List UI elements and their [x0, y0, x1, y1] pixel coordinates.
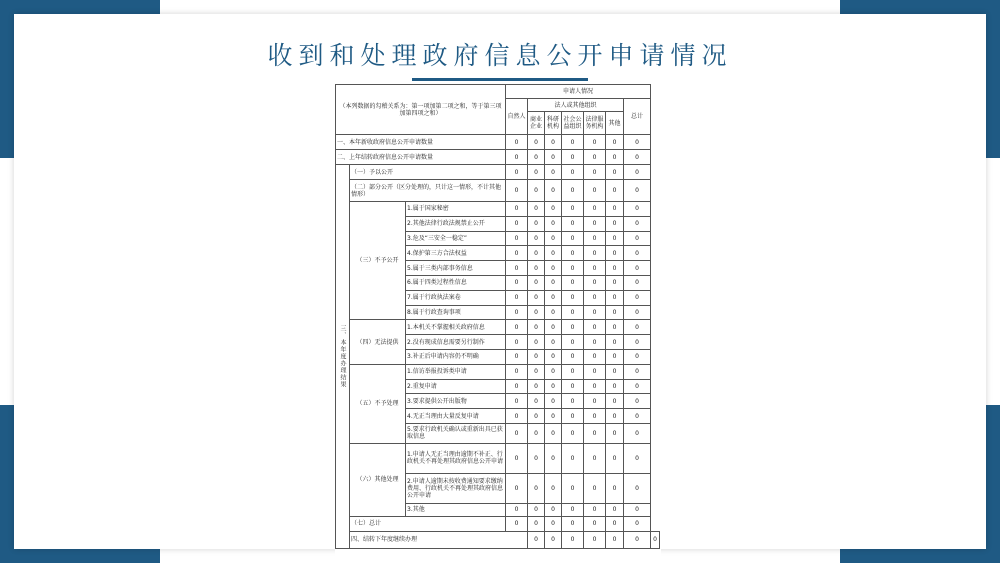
- not-disclosed-item: 1.属于国家秘密: [406, 202, 506, 217]
- table-cell-value: 0: [584, 150, 606, 165]
- table-cell-value: 0: [545, 305, 562, 320]
- table-cell-value: 0: [545, 275, 562, 290]
- table-cell-value: 0: [584, 379, 606, 394]
- not-processed-item: 5.要求行政机关确认或重新出具已获取信息: [406, 423, 506, 443]
- table-cell-value: 0: [545, 409, 562, 424]
- table-cell-value: 0: [528, 531, 545, 548]
- group-other-processing: （六）其他处理: [350, 443, 406, 516]
- header-legal-service: 法律服务机构: [584, 112, 606, 135]
- table-cell-value: 0: [624, 423, 651, 443]
- table-cell-value: 0: [506, 202, 528, 217]
- table-cell-value: 0: [528, 443, 545, 473]
- table-cell-value: 0: [624, 473, 651, 503]
- table-cell-value: 0: [562, 503, 584, 516]
- table-cell-value: 0: [584, 246, 606, 261]
- header-social: 社会公益组织: [562, 112, 584, 135]
- table-cell-value: 0: [606, 261, 624, 276]
- table-cell-value: 0: [606, 531, 624, 548]
- unable-provide-item: 1.本机关不掌握相关政府信息: [406, 320, 506, 335]
- other-processing-item: 2.申请人逾期未按收费通知要求缴纳费用、行政机关不再处理其政府信息公开申请: [406, 473, 506, 503]
- table-cell-value: 0: [562, 202, 584, 217]
- not-disclosed-item: 5.属于三类内部事务信息: [406, 261, 506, 276]
- row-carry-forward: 四、结转下年度继续办理: [350, 531, 528, 548]
- corner-decoration: [840, 549, 1000, 563]
- table-cell-value: 0: [584, 231, 606, 246]
- table-cell-value: 0: [624, 320, 651, 335]
- table-cell-value: 0: [624, 335, 651, 350]
- table-cell-value: 0: [506, 275, 528, 290]
- table-cell-value: 0: [624, 349, 651, 364]
- table-cell-value: 0: [506, 379, 528, 394]
- header-note: （本列数据的勾稽关系为：第一项加第二项之和，等于第三项加第四项之和）: [336, 85, 506, 135]
- table-cell-value: 0: [584, 409, 606, 424]
- table-cell-value: 0: [562, 335, 584, 350]
- table-cell-value: 0: [562, 216, 584, 231]
- table-cell-value: 0: [606, 473, 624, 503]
- other-processing-item: 1.申请人无正当理由逾期不补正、行政机关不再处理其政府信息公开申请: [406, 443, 506, 473]
- table-cell-value: 0: [584, 275, 606, 290]
- table-cell-value: 0: [545, 503, 562, 516]
- table-cell-value: 0: [584, 335, 606, 350]
- table-cell-value: 0: [545, 216, 562, 231]
- table-cell-value: 0: [562, 516, 584, 531]
- table-cell-value: 0: [506, 516, 528, 531]
- table-cell-value: 0: [545, 150, 562, 165]
- table-cell-value: 0: [562, 443, 584, 473]
- table-cell-value: 0: [545, 135, 562, 150]
- table-cell-value: 0: [584, 320, 606, 335]
- table-cell-value: 0: [506, 364, 528, 379]
- corner-decoration: [986, 405, 1000, 563]
- table-cell-value: 0: [562, 320, 584, 335]
- table-cell-value: 0: [528, 305, 545, 320]
- header-commercial: 商业企业: [528, 112, 545, 135]
- table-cell-value: 0: [584, 290, 606, 305]
- statistics-table: [335, 84, 660, 549]
- table-cell-value: 0: [624, 531, 651, 548]
- table-cell-value: 0: [545, 246, 562, 261]
- not-disclosed-item: 8.属于行政查询事项: [406, 305, 506, 320]
- table-cell-value: 0: [606, 394, 624, 409]
- table-cell-value: 0: [545, 531, 562, 548]
- not-processed-item: 3.要求提供公开出版物: [406, 394, 506, 409]
- table-cell-value: 0: [606, 443, 624, 473]
- table-cell-value: 0: [562, 165, 584, 180]
- table-cell-value: 0: [545, 202, 562, 217]
- table-cell-value: 0: [624, 135, 651, 150]
- table-cell-value: 0: [528, 165, 545, 180]
- statistics-table-document: [335, 84, 661, 556]
- table-cell-value: 0: [506, 231, 528, 246]
- table-cell-value: 0: [651, 531, 660, 548]
- table-cell-value: 0: [562, 290, 584, 305]
- table-cell-value: 0: [506, 443, 528, 473]
- table-cell-value: 0: [545, 335, 562, 350]
- table-cell-value: 0: [606, 320, 624, 335]
- corner-decoration: [0, 549, 160, 563]
- title-underline: [412, 78, 588, 81]
- table-cell-value: 0: [606, 290, 624, 305]
- table-cell-value: 0: [584, 503, 606, 516]
- table-cell-value: 0: [584, 443, 606, 473]
- table-cell-value: 0: [584, 261, 606, 276]
- header-total: 总计: [624, 99, 651, 135]
- table-cell-value: 0: [528, 423, 545, 443]
- table-cell-value: 0: [606, 216, 624, 231]
- table-cell-value: 0: [528, 261, 545, 276]
- table-cell-value: 0: [606, 275, 624, 290]
- table-cell-value: 0: [545, 349, 562, 364]
- header-research: 科研机构: [545, 112, 562, 135]
- table-cell-value: 0: [562, 231, 584, 246]
- table-cell-value: 0: [624, 409, 651, 424]
- table-cell-value: 0: [528, 275, 545, 290]
- table-cell-value: 0: [545, 364, 562, 379]
- table-cell-value: 0: [562, 261, 584, 276]
- page-title: 收到和处理政府信息公开申请情况: [267, 41, 733, 70]
- table-cell-value: 0: [562, 246, 584, 261]
- table-cell-value: 0: [606, 349, 624, 364]
- table-cell-value: 0: [528, 290, 545, 305]
- table-cell-value: 0: [584, 135, 606, 150]
- table-cell-value: 0: [624, 290, 651, 305]
- table-cell-value: 0: [606, 379, 624, 394]
- table-cell-value: 0: [606, 150, 624, 165]
- corner-decoration: [840, 0, 1000, 14]
- group-total: （七）总计: [350, 516, 506, 531]
- table-cell-value: 0: [584, 531, 606, 548]
- corner-decoration: [986, 0, 1000, 158]
- table-cell-value: 0: [624, 394, 651, 409]
- table-cell-value: 0: [528, 216, 545, 231]
- table-cell-value: 0: [528, 379, 545, 394]
- table-cell-value: 0: [545, 180, 562, 202]
- table-cell-value: 0: [624, 246, 651, 261]
- table-cell-value: 0: [528, 231, 545, 246]
- table-cell-value: 0: [562, 379, 584, 394]
- table-cell-value: 0: [506, 320, 528, 335]
- table-cell-value: 0: [562, 364, 584, 379]
- header-legal-entity: 法人或其他组织: [528, 99, 624, 112]
- table-cell-value: 0: [584, 423, 606, 443]
- not-disclosed-item: 4.保护第三方合法权益: [406, 246, 506, 261]
- table-cell-value: 0: [562, 275, 584, 290]
- table-cell-value: 0: [545, 516, 562, 531]
- unable-provide-item: 3.补正后申请内容仍不明确: [406, 349, 506, 364]
- table-cell-value: 0: [562, 394, 584, 409]
- group-partial-disclosed: （二）部分公开（区分处理的，只计这一情形，不计其他情形）: [350, 180, 506, 202]
- header-natural-person: 自然人: [506, 99, 528, 135]
- table-cell-value: 0: [545, 165, 562, 180]
- not-processed-item: 1.信访举报投诉类申请: [406, 364, 506, 379]
- table-cell-value: 0: [528, 320, 545, 335]
- table-cell-value: 0: [528, 349, 545, 364]
- table-cell-value: 0: [506, 246, 528, 261]
- table-cell-value: 0: [545, 320, 562, 335]
- not-processed-item: 4.无正当理由大量反复申请: [406, 409, 506, 424]
- table-cell-value: 0: [506, 503, 528, 516]
- not-disclosed-item: 2.其他法律行政法规禁止公开: [406, 216, 506, 231]
- table-cell-value: 0: [562, 150, 584, 165]
- header-other: 其他: [606, 112, 624, 135]
- table-cell-value: 0: [528, 180, 545, 202]
- table-cell-value: 0: [528, 394, 545, 409]
- table-cell-value: 0: [606, 423, 624, 443]
- table-cell-value: 0: [624, 364, 651, 379]
- table-cell-value: 0: [562, 305, 584, 320]
- group-disclosed: （一）予以公开: [350, 165, 506, 180]
- table-cell-value: 0: [528, 503, 545, 516]
- table-cell-value: 0: [584, 394, 606, 409]
- table-cell-value: 0: [606, 409, 624, 424]
- table-cell-value: 0: [606, 135, 624, 150]
- table-cell-value: 0: [606, 246, 624, 261]
- table-cell-value: 0: [506, 349, 528, 364]
- table-cell-value: 0: [606, 231, 624, 246]
- table-cell-value: 0: [506, 261, 528, 276]
- table-cell-value: 0: [584, 516, 606, 531]
- table-cell-value: 0: [584, 473, 606, 503]
- table-cell-value: 0: [528, 409, 545, 424]
- table-cell-value: 0: [528, 150, 545, 165]
- table-cell-value: 0: [606, 180, 624, 202]
- table-cell-value: 0: [606, 364, 624, 379]
- table-cell-value: 0: [624, 503, 651, 516]
- corner-decoration: [0, 405, 14, 563]
- table-cell-value: 0: [562, 135, 584, 150]
- table-cell-value: 0: [506, 423, 528, 443]
- table-cell-value: 0: [528, 335, 545, 350]
- table-cell-value: 0: [606, 165, 624, 180]
- table-cell-value: 0: [624, 305, 651, 320]
- group-unable-provide: （四）无法提供: [350, 320, 406, 364]
- table-cell-value: 0: [584, 180, 606, 202]
- table-cell-value: 0: [624, 165, 651, 180]
- table-cell-value: 0: [506, 305, 528, 320]
- table-cell-value: 0: [606, 516, 624, 531]
- table-cell-value: 0: [562, 409, 584, 424]
- group-not-disclosed: （三）不予公开: [350, 202, 406, 320]
- table-cell-value: 0: [624, 516, 651, 531]
- table-cell-value: 0: [562, 531, 584, 548]
- table-cell-value: 0: [528, 202, 545, 217]
- table-cell-value: 0: [545, 290, 562, 305]
- table-cell-value: 0: [624, 231, 651, 246]
- not-disclosed-item: 6.属于四类过程性信息: [406, 275, 506, 290]
- corner-decoration: [0, 0, 160, 14]
- table-cell-value: 0: [562, 180, 584, 202]
- table-cell-value: 0: [506, 290, 528, 305]
- not-disclosed-item: 7.属于行政执法案卷: [406, 290, 506, 305]
- table-cell-value: 0: [506, 394, 528, 409]
- table-cell-value: 0: [528, 473, 545, 503]
- other-processing-item: 3.其他: [406, 503, 506, 516]
- row-new-requests: 一、本年新收政府信息公开申请数量: [336, 135, 506, 150]
- group-not-processed: （五）不予处理: [350, 364, 406, 443]
- table-cell-value: 0: [584, 305, 606, 320]
- row-carried-over: 二、上年结转政府信息公开申请数量: [336, 150, 506, 165]
- table-cell-value: 0: [528, 246, 545, 261]
- table-cell-value: 0: [624, 379, 651, 394]
- unable-provide-item: 2.没有现成信息需要另行制作: [406, 335, 506, 350]
- table-cell-value: 0: [584, 349, 606, 364]
- table-cell-value: 0: [528, 516, 545, 531]
- table-cell-value: 0: [545, 423, 562, 443]
- table-cell-value: 0: [545, 394, 562, 409]
- table-cell-value: 0: [584, 216, 606, 231]
- corner-decoration: [0, 0, 14, 158]
- section-results-label: 三、本年度办理结果: [336, 165, 350, 549]
- table-cell-value: 0: [506, 473, 528, 503]
- table-cell-value: 0: [624, 202, 651, 217]
- table-cell-value: 0: [562, 473, 584, 503]
- table-cell-value: 0: [562, 349, 584, 364]
- table-cell-value: 0: [528, 135, 545, 150]
- table-cell-value: 0: [506, 335, 528, 350]
- table-cell-value: 0: [506, 135, 528, 150]
- table-cell-value: 0: [528, 364, 545, 379]
- table-cell-value: 0: [584, 165, 606, 180]
- table-cell-value: 0: [545, 261, 562, 276]
- table-cell-value: 0: [606, 305, 624, 320]
- table-cell-value: 0: [506, 150, 528, 165]
- table-cell-value: 0: [584, 202, 606, 217]
- table-cell-value: 0: [624, 443, 651, 473]
- table-cell-value: 0: [606, 202, 624, 217]
- table-cell-value: 0: [545, 379, 562, 394]
- table-cell-value: 0: [624, 150, 651, 165]
- table-cell-value: 0: [545, 231, 562, 246]
- table-cell-value: 0: [606, 503, 624, 516]
- table-cell-value: 0: [584, 364, 606, 379]
- table-cell-value: 0: [545, 443, 562, 473]
- table-cell-value: 0: [624, 180, 651, 202]
- table-cell-value: 0: [506, 165, 528, 180]
- not-processed-item: 2.重复申请: [406, 379, 506, 394]
- table-cell-value: 0: [545, 473, 562, 503]
- table-cell-value: 0: [624, 216, 651, 231]
- table-cell-value: 0: [562, 423, 584, 443]
- not-disclosed-item: 3.危及“三安全一稳定”: [406, 231, 506, 246]
- table-cell-value: 0: [624, 261, 651, 276]
- table-cell-value: 0: [606, 335, 624, 350]
- table-cell-value: 0: [506, 409, 528, 424]
- table-cell-value: 0: [624, 275, 651, 290]
- header-applicant: 申请人情况: [506, 85, 651, 99]
- table-cell-value: 0: [506, 180, 528, 202]
- table-cell-value: 0: [506, 216, 528, 231]
